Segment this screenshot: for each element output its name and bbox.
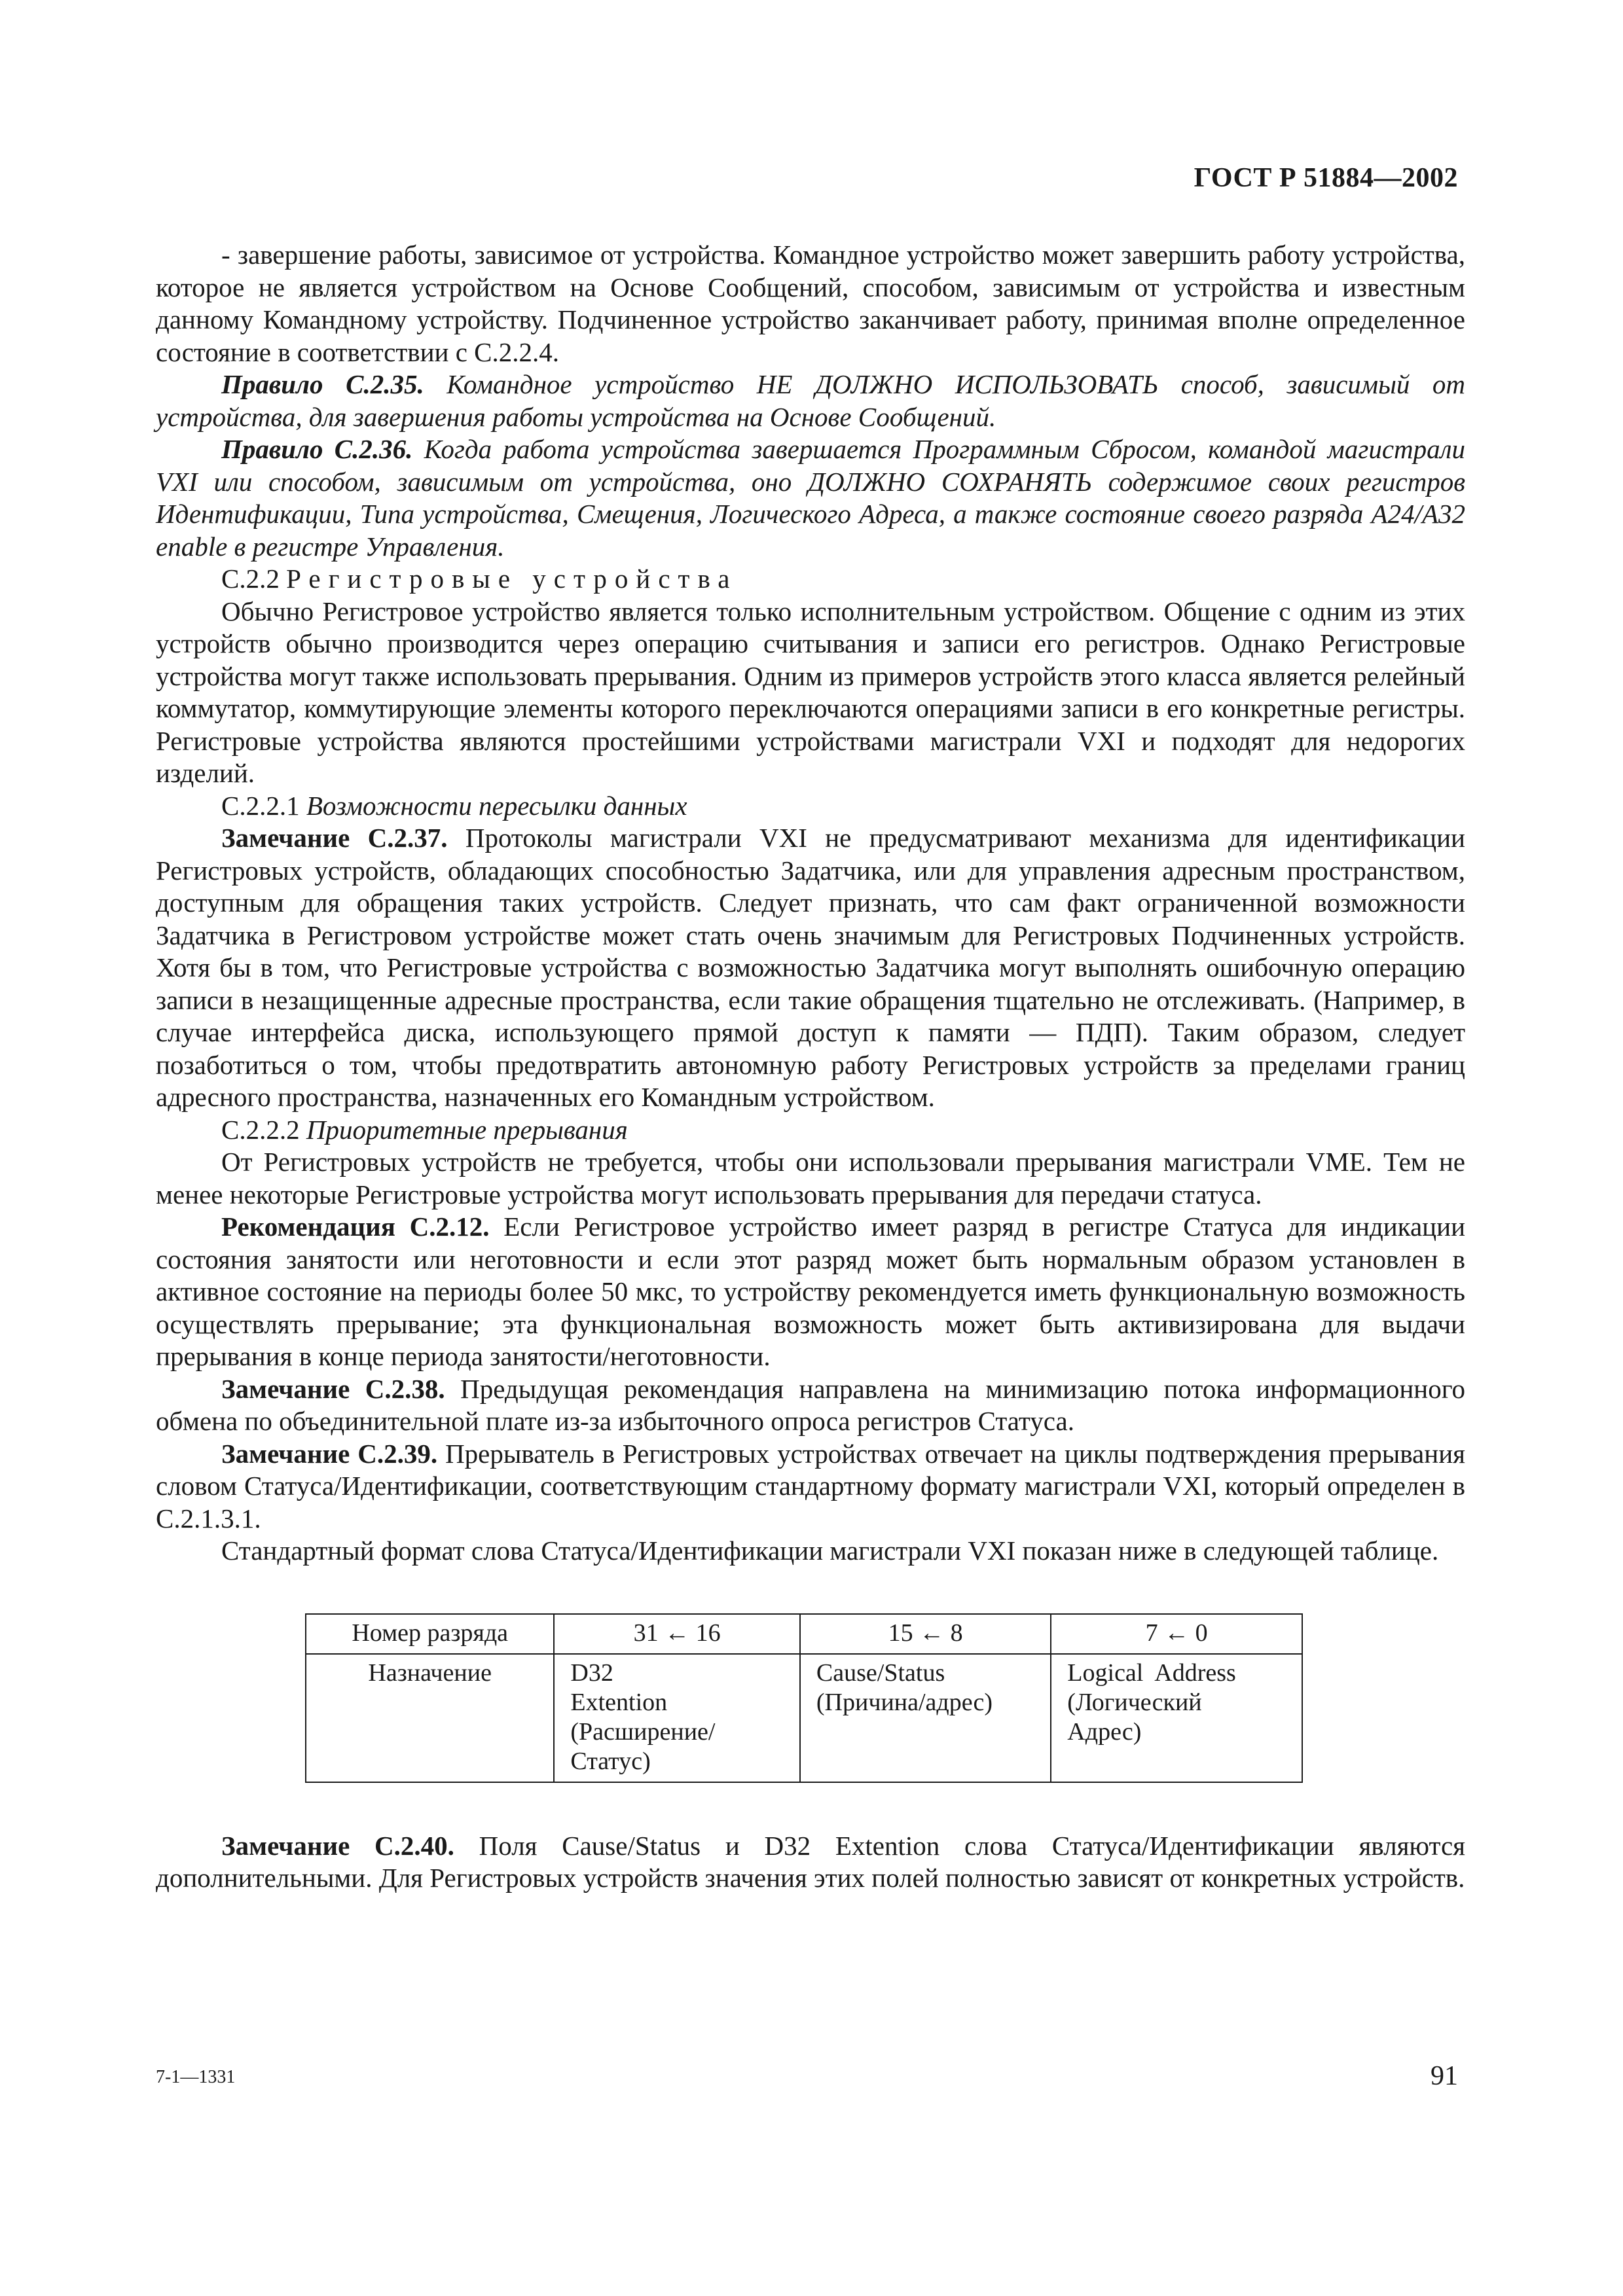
rule-label: Правило С.2.35. xyxy=(221,369,424,399)
note-c-2-40 xyxy=(156,1830,1465,1895)
rule-text: Когда работа устройства завершается Программным Сбросом, командой магистрали VXI или способом, зависимым от устройства, оно ДОЛЖНО СОХРАНЯТЬ содержимое своих регистров Идентификации, Типа устройства, Смещения, Логического Адреса, а также состояние своего разряда А24/А32 enable в регистре Управления. xyxy=(156,434,1466,562)
status-id-table-wrapper xyxy=(305,1613,1303,1783)
document-header: ГОСТ Р 51884—2002 xyxy=(1194,163,1458,193)
recommendation-label: Рекомендация С.2.12. xyxy=(221,1211,490,1242)
section-number: С.2.2.1 xyxy=(221,790,300,821)
print-code: 7-1—1331 xyxy=(156,2067,236,2087)
section-title: Приоритетные прерывания xyxy=(306,1114,628,1145)
section-heading-c-2-2-1 xyxy=(156,790,1465,823)
table-cell: Назначение xyxy=(306,1654,554,1782)
rule-c-2-36 xyxy=(156,433,1465,563)
table-cell-line: Cause/Status xyxy=(816,1659,945,1687)
note-label: Замечание С.2.40. xyxy=(221,1830,454,1861)
note-text: Предыдущая рекомендация направлена на минимизацию потока информационного обмена по объединительной плате из-за избыточного опроса регистров Статуса. xyxy=(156,1373,1465,1436)
section-number: С.2.2 xyxy=(221,564,280,594)
document-body xyxy=(156,239,1465,1895)
table-cell-line: (Расширение/ xyxy=(570,1717,716,1746)
table-cell-line: (Причина/адрес) xyxy=(816,1688,993,1716)
note-label: Замечание С.2.39. xyxy=(221,1438,438,1469)
table-cell-line: D32 xyxy=(570,1659,613,1687)
note-c-2-38 xyxy=(156,1373,1465,1438)
table-cell-line: Extention xyxy=(570,1688,668,1716)
spacer xyxy=(156,1783,1465,1830)
table-cell xyxy=(800,1654,1051,1782)
paragraph-termination: - завершение работы, зависимое от устройства. Командное устройство может завершить работу устройства, которое не является устройством на Основе Сообщений, способом, зависимым от устройства и известным данному Командному устройству. Подчиненное устройство заканчивает работу, принимая вполне определенное состояние в соответствии с С.2.2.4. xyxy=(156,240,1465,367)
recommendation-c-2-12 xyxy=(156,1211,1465,1373)
paragraph-register-devices: Обычно Регистровое устройство является только исполнительным устройством. Общение с одним из этих устройств обычно производится через операцию считывания и записи его регистров. Однако Регистровые устройства могут также использовать прерывания. Одним из примеров устройств этого класса является релейный коммутатор, коммутирующие элементы которого переключаются операциями записи в его конкретные регистры. Регистровые устройства являются простейшими устройствами магистрали VXI и подходят для недорогих изделий. xyxy=(156,596,1465,788)
rule-label: Правило С.2.36. xyxy=(221,434,413,464)
note-text: Протоколы магистрали VXI не предусматривают механизма для идентификации Регистровых устройств, обладающих способностью Задатчика, или для управления адресным пространством, доступным для обращения таких устройств. Следует признать, что сам факт ограниченной возможности Задатчика в Регистровом устройстве может стать очень значимым для Регистровых Подчиненных устройств. Хотя бы в том, что Регистровые устройства с возможностью Задатчика могут выполнять ошибочную операцию записи в незащищенные адресные пространства, если такие обращения тщательно не отслеживать. (Например, в случае интерфейса диска, использующего прямой доступ к памяти — ПДП). Таким образом, следует позаботиться о том, чтобы предотвратить автономную работу Регистровых устройств за пределами границ адресного пространства, назначенных его Командным устройством. xyxy=(156,823,1465,1112)
note-c-2-39 xyxy=(156,1438,1465,1535)
table-cell xyxy=(1051,1654,1302,1782)
table-header-cell: 31 ← 16 xyxy=(554,1614,800,1654)
paragraph-table-intro: Стандартный формат слова Статуса/Идентификации магистрали VXI показан ниже в следующей таблице. xyxy=(221,1535,1439,1566)
section-heading-c-2-2 xyxy=(156,563,1465,596)
note-label: Замечание С.2.37. xyxy=(221,823,448,853)
table-cell-line: Logical Address xyxy=(1067,1659,1236,1687)
note-c-2-37 xyxy=(156,822,1465,1114)
section-number: С.2.2.2 xyxy=(221,1114,300,1145)
table-row xyxy=(306,1654,1302,1782)
table-header-cell: 15 ← 8 xyxy=(800,1614,1051,1654)
table-cell-line: (Логический xyxy=(1067,1688,1202,1716)
page-number: 91 xyxy=(1431,2061,1458,2091)
note-label: Замечание С.2.38. xyxy=(221,1373,445,1404)
paragraph-interrupts: От Регистровых устройств не требуется, чтобы они использовали прерывания магистрали VME. Тем не менее некоторые Регистровые устройства могут использовать прерывания для передачи статуса. xyxy=(156,1147,1465,1210)
table-cell xyxy=(554,1654,800,1782)
note-text: Поля Cause/Status и D32 Extention слова Статуса/Идентификации являются дополнительными. Для Регистровых устройств значения этих полей полностью зависят от конкретных устройств. xyxy=(156,1830,1465,1893)
rule-text: Командное устройство НЕ ДОЛЖНО ИСПОЛЬЗОВАТЬ способ, зависимый от устройства, для завершения работы устройства на Основе Сообщений. xyxy=(156,369,1466,432)
status-id-table xyxy=(305,1613,1303,1783)
table-cell-line: Статус) xyxy=(570,1747,651,1775)
table-header-cell: 7 ← 0 xyxy=(1051,1614,1302,1654)
section-title: Возможности пересылки данных xyxy=(306,790,687,821)
rule-c-2-35 xyxy=(156,368,1465,433)
note-text: Прерыватель в Регистровых устройствах отвечает на циклы подтверждения прерывания словом Статуса/Идентификации, соответствующим стандартному формату магистрали VXI, который определен в С.2.1.3.1. xyxy=(156,1438,1465,1534)
table-header-row xyxy=(306,1614,1302,1654)
recommendation-text: Если Регистровое устройство имеет разряд в регистре Статуса для индикации состояния занятости или неготовности и если этот разряд может быть нормальным образом установлен в активное состояние на периоды более 50 мкс, то устройству рекомендуется иметь функциональную возможность осуществлять прерывание; эта функциональная возможность может быть активизирована для выдачи прерывания в конце периода занятости/неготовности. xyxy=(156,1211,1466,1371)
table-header-cell: Номер разряда xyxy=(306,1614,554,1654)
section-title: Регистровые устройства xyxy=(286,564,738,594)
section-heading-c-2-2-2 xyxy=(156,1114,1465,1147)
table-cell-line: Адрес) xyxy=(1067,1717,1142,1746)
